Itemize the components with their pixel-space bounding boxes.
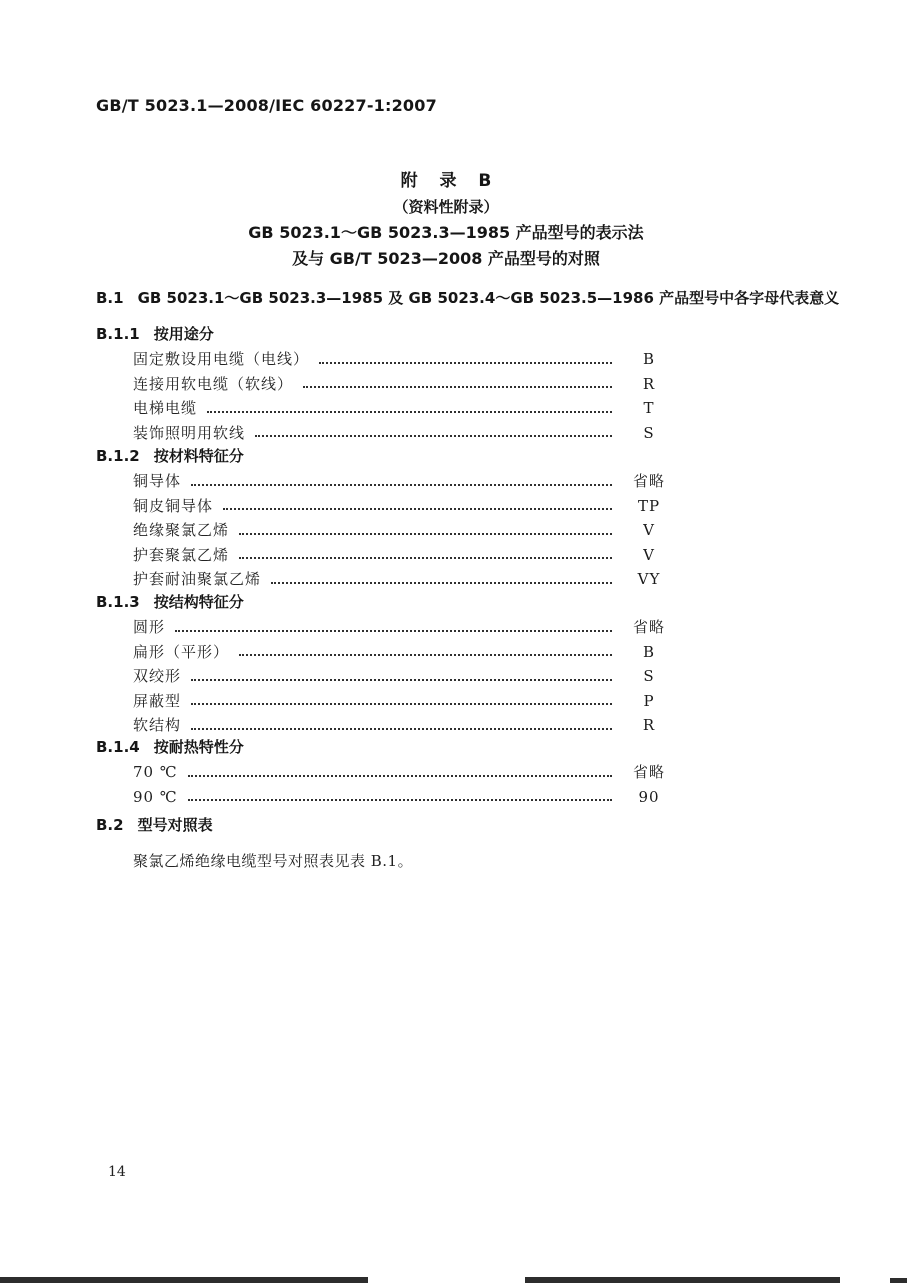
item-label: 绝缘聚氯乙烯 — [133, 521, 230, 540]
code-item-row — [133, 760, 678, 785]
dot-leader — [175, 630, 612, 632]
subsection-b14 — [96, 735, 690, 809]
item-code: B — [642, 350, 656, 368]
section-b2-title: 型号对照表 — [137, 816, 213, 834]
subsection-b13 — [96, 590, 690, 738]
dot-leader — [239, 654, 612, 656]
item-code: R — [642, 716, 656, 735]
section-b2-paragraph: 聚氯乙烯绝缘电缆型号对照表见表 B.1。 — [133, 852, 414, 870]
subsection-b12 — [96, 444, 690, 592]
appendix-heading-line1: GB 5023.1～GB 5023.3—1985 产品型号的表示法 — [248, 223, 644, 242]
dot-leader — [191, 703, 612, 705]
code-item-row — [133, 421, 678, 446]
code-item-row — [133, 664, 678, 689]
page-number: 14 — [108, 1164, 126, 1180]
appendix-title: 附 录 B — [400, 171, 492, 191]
item-code: R — [642, 374, 656, 393]
section-b2 — [96, 816, 796, 871]
section-b1-title: GB 5023.1～GB 5023.3—1985 及 GB 5023.4～GB 5023.5—1986 产品型号中各字母代表意义 — [137, 289, 840, 307]
item-label: 装饰照明用软线 — [133, 423, 246, 442]
item-label: 扁形（平形） — [133, 642, 230, 661]
code-item-row — [133, 640, 678, 665]
item-code: VY — [637, 570, 661, 589]
footer-bar-right — [525, 1277, 840, 1283]
dot-leader — [239, 533, 612, 535]
code-item-row — [133, 469, 678, 494]
dot-leader — [271, 582, 612, 584]
subsection-b12-heading — [96, 444, 690, 469]
code-item-row — [133, 615, 678, 640]
footer-bar-edge — [890, 1278, 907, 1283]
section-b2-heading — [96, 816, 796, 834]
item-label: 双绞形 — [133, 667, 182, 686]
item-label: 连接用软电缆（软线） — [133, 374, 294, 393]
item-label: 软结构 — [133, 716, 182, 735]
subsection-b11-title: 按用途分 — [153, 325, 214, 343]
code-item-row — [133, 567, 678, 592]
dot-leader — [303, 386, 612, 388]
dot-leader — [191, 484, 612, 486]
subsection-b13-heading — [96, 590, 690, 615]
subsection-b11-number: B.1.1 — [96, 325, 140, 343]
subsection-b13-title: 按结构特征分 — [153, 593, 244, 611]
subsection-b12-number: B.1.2 — [96, 447, 140, 465]
appendix-heading-line2: 及与 GB/T 5023—2008 产品型号的对照 — [292, 249, 600, 268]
code-item-row — [133, 396, 678, 421]
appendix-title-block — [96, 168, 796, 272]
code-item-row — [133, 518, 678, 543]
code-item-row — [133, 372, 678, 397]
item-label: 护套耐油聚氯乙烯 — [133, 570, 262, 589]
code-item-row — [133, 689, 678, 714]
section-b1-number: B.1 — [96, 289, 124, 307]
item-code: T — [643, 399, 655, 418]
subsection-b14-number: B.1.4 — [96, 738, 140, 756]
item-label: 70 ℃ — [133, 763, 178, 781]
section-b2-number: B.2 — [96, 816, 124, 834]
item-code: 90 — [638, 787, 660, 806]
dot-leader — [239, 557, 612, 559]
item-code: TP — [637, 496, 661, 515]
dot-leader — [255, 435, 612, 437]
dot-leader — [223, 508, 612, 510]
item-label: 铜皮铜导体 — [133, 496, 214, 515]
standard-number-header: GB/T 5023.1—2008/IEC 60227-1:2007 — [96, 96, 437, 115]
footer-bar-left — [0, 1277, 368, 1283]
subsection-b11 — [96, 322, 690, 445]
code-item-row — [133, 494, 678, 519]
item-code: P — [643, 691, 655, 710]
subsection-b13-number: B.1.3 — [96, 593, 140, 611]
subsection-b14-heading — [96, 735, 690, 760]
item-label: 90 ℃ — [133, 787, 178, 806]
item-label: 固定敷设用电缆（电线） — [133, 350, 310, 368]
item-label: 铜导体 — [133, 472, 182, 490]
dot-leader — [188, 775, 612, 777]
dot-leader — [319, 362, 612, 364]
item-code: 省略 — [632, 618, 665, 636]
subsection-b11-heading — [96, 322, 690, 347]
item-code: V — [643, 521, 655, 540]
code-item-row — [133, 543, 678, 568]
item-label: 护套聚氯乙烯 — [133, 545, 230, 564]
item-code: B — [642, 642, 656, 661]
code-item-row — [133, 347, 678, 372]
subsection-b14-title: 按耐热特性分 — [153, 738, 244, 756]
dot-leader — [188, 799, 612, 801]
item-code: S — [643, 423, 655, 442]
item-label: 电梯电缆 — [133, 399, 198, 418]
dot-leader — [191, 679, 612, 681]
code-item-row — [133, 785, 678, 810]
subsection-b12-title: 按材料特征分 — [153, 447, 244, 465]
item-code: 省略 — [632, 472, 665, 490]
item-code: 省略 — [632, 763, 665, 781]
item-label: 屏蔽型 — [133, 691, 182, 710]
dot-leader — [191, 728, 612, 730]
item-label: 圆形 — [133, 618, 166, 636]
dot-leader — [207, 411, 612, 413]
item-code: S — [643, 667, 655, 686]
appendix-subtitle: （资料性附录） — [393, 198, 499, 216]
section-b1-heading — [96, 288, 856, 308]
item-code: V — [643, 545, 655, 564]
